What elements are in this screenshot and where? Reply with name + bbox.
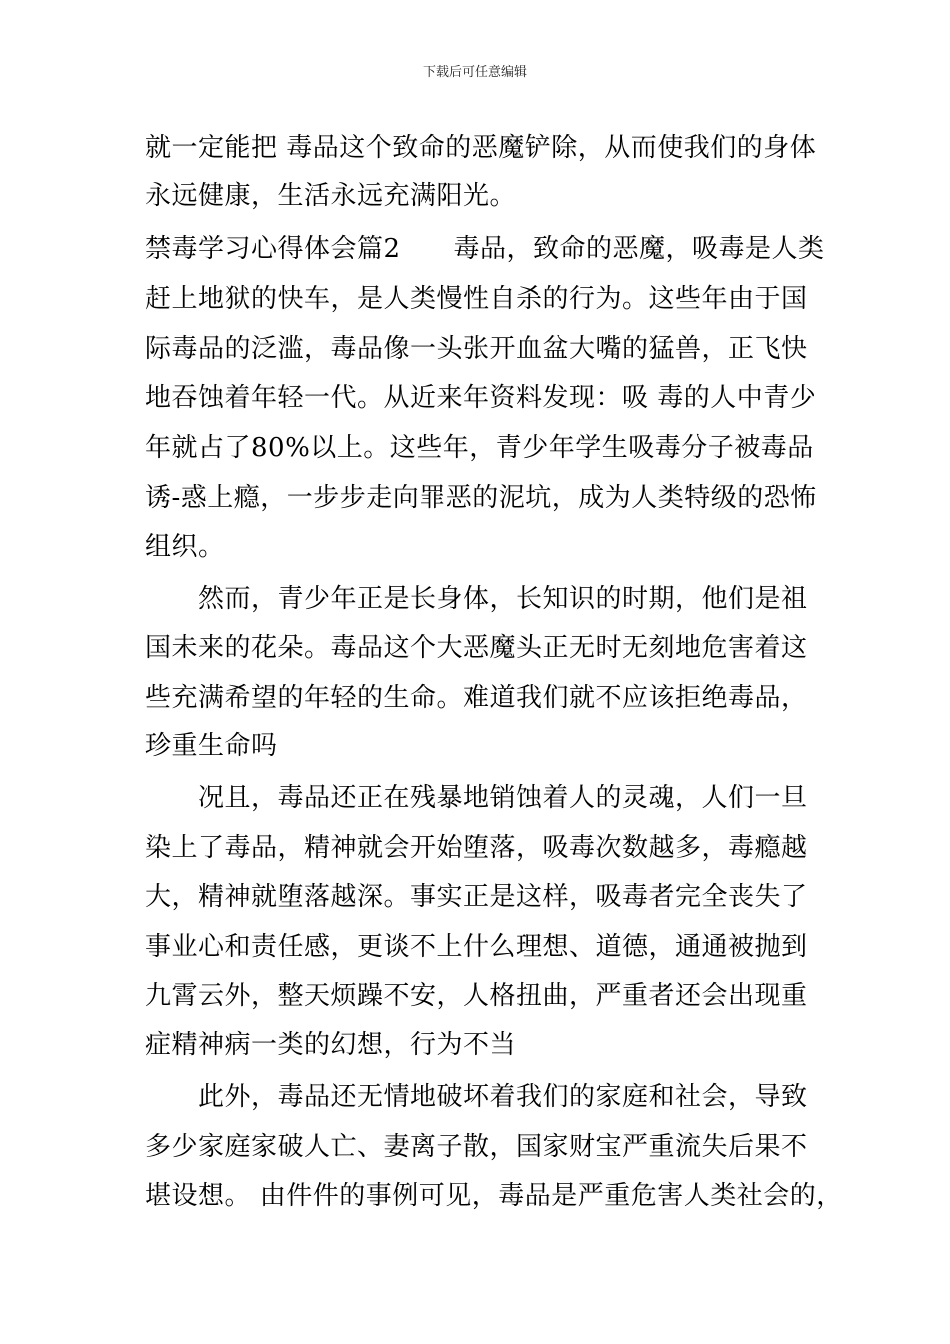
body-line: 症精神病一类的幻想，行为不当 xyxy=(145,1030,517,1060)
body-line: 禁毒学习心得体会篇2 毒品，致命的恶魔，吸毒是人类 xyxy=(145,234,825,264)
body-line: 国未来的花朵。毒品这个大恶魔头正无时无刻地危害着这 xyxy=(145,633,808,663)
body-line: 地吞蚀着年轻一代。从近来年资料发现：吸 毒的人中青少 xyxy=(145,383,817,413)
body-line: 年就占了80%以上。这些年，青少年学生吸毒分子被毒品 xyxy=(145,433,814,463)
body-line: 际毒品的泛滥，毒品像一头张开血盆大嘴的猛兽，正飞快 xyxy=(145,334,808,364)
page-header: 下载后可任意编辑 xyxy=(422,65,527,80)
body-line: 永远健康，生活永远充满阳光。 xyxy=(145,181,517,211)
body-line: 珍重生命吗 xyxy=(145,731,278,761)
body-line: 些充满希望的年轻的生命。难道我们就不应该拒绝毒品， xyxy=(145,683,808,713)
body-line: 九霄云外，整天烦躁不安，人格扭曲，严重者还会出现重 xyxy=(145,981,808,1011)
body-line: 就一定能把 毒品这个致命的恶魔铲除，从而使我们的身体 xyxy=(145,133,817,163)
body-line: 然而，青少年正是长身体，长知识的时期，他们是祖 xyxy=(145,584,808,614)
body-line: 大，精神就堕落越深。事实正是这样，吸毒者完全丧失了 xyxy=(145,882,808,912)
body-line: 组织。 xyxy=(145,532,225,562)
body-line: 此外，毒品还无情地破坏着我们的家庭和社会，导致 xyxy=(145,1082,808,1112)
body-line: 事业心和责任感，更谈不上什么理想、道德，通通被抛到 xyxy=(145,932,808,962)
body-line: 堪设想。 由件件的事例可见，毒品是严重危害人类社会的， xyxy=(145,1181,843,1211)
body-line: 况且，毒品还正在残暴地销蚀着人的灵魂，人们一旦 xyxy=(145,783,808,813)
body-line: 染上了毒品，精神就会开始堕落，吸毒次数越多，毒瘾越 xyxy=(145,833,808,863)
body-line: 诱-惑上瘾，一步步走向罪恶的泥坑，成为人类特级的恐怖 xyxy=(145,483,817,513)
body-line: 多少家庭家破人亡、妻离子散，国家财宝严重流失后果不 xyxy=(145,1132,808,1162)
body-line: 赶上地狱的快车，是人类慢性自杀的行为。这些年由于国 xyxy=(145,284,808,314)
